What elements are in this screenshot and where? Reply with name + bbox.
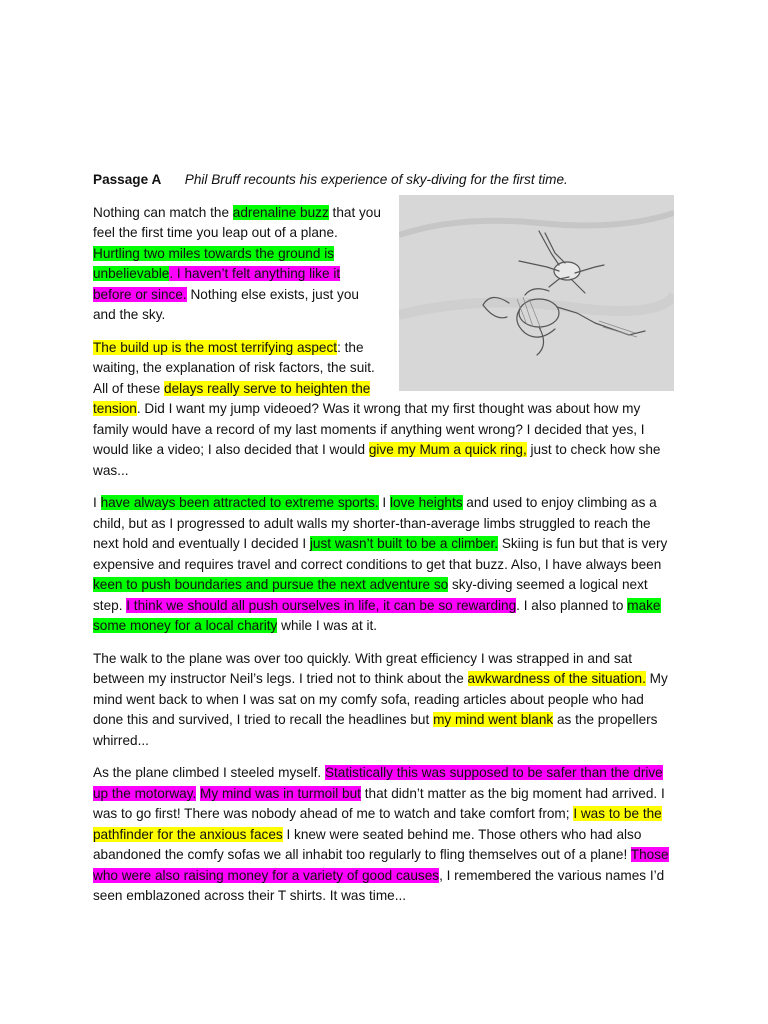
yellow-highlight: my mind went blank bbox=[433, 712, 554, 727]
yellow-highlight: awkwardness of the situation. bbox=[467, 671, 646, 686]
text-run: The walk to the plane was over too quickly. With great efficiency I was strapped in and sat between my instructor Neil’s legs. I tried not to think about the bbox=[93, 650, 632, 686]
yellow-highlight: The build up is the most terrifying aspect bbox=[93, 339, 338, 355]
green-highlight: have always been attracted to extreme sports. bbox=[100, 495, 379, 510]
paragraph-3 bbox=[93, 493, 673, 637]
passage-label: Passage A bbox=[93, 172, 162, 187]
text-run: My mind went back to when I was sat on my comfy sofa, reading articles about people who had done this and survived, I tried to recall the headlines but bbox=[93, 671, 668, 727]
green-highlight: adrenaline buzz bbox=[232, 204, 329, 220]
green-highlight: Hurtling two miles towards the ground is unbelievable bbox=[93, 245, 335, 281]
skydiver-sketch-icon bbox=[399, 195, 674, 391]
skydiver-illustration bbox=[399, 195, 674, 391]
pink-highlight: My mind was in turmoil but bbox=[200, 785, 361, 801]
green-highlight: just wasn’t built to be a climber. bbox=[309, 536, 499, 551]
pink-highlight: I think we should all push ourselves in life, it can be so rewarding bbox=[126, 597, 517, 613]
paragraph-4 bbox=[93, 649, 673, 752]
green-highlight: love heights bbox=[389, 495, 463, 510]
text-run: . Did I want my jump videoed? Was it wrong that my first thought was about how my family would have a record of my last moments if anything went wrong? I decided that yes, I would like a video; I also decided that I would bbox=[93, 401, 645, 457]
green-highlight: keen to push boundaries and pursue the next adventure so bbox=[93, 577, 449, 592]
text-run: As the plane climbed I steeled myself. bbox=[93, 765, 325, 780]
text-run: while I was at it. bbox=[277, 618, 378, 633]
pink-highlight: Those who were also raising money for a variety of good causes bbox=[93, 847, 669, 883]
text-run: I bbox=[93, 495, 101, 510]
passage-body bbox=[93, 203, 673, 907]
text-run: that didn’t matter as the big moment had arrived. I was to go first! There was nobody ahead of me to watch and take comfort from; bbox=[93, 785, 665, 821]
pink-highlight: . I haven’t felt anything like it before or since. bbox=[93, 266, 341, 302]
paragraph-1 bbox=[93, 203, 673, 326]
text-run: just to check how she was... bbox=[93, 442, 661, 478]
text-run: : the waiting, the explanation of risk factors, the suit. All of these bbox=[93, 339, 375, 396]
text-run: I knew were seated behind me. Those others who had also abandoned the comfy sofas we all inhabit too regularly to fling themselves out of a plane! bbox=[93, 826, 642, 862]
text-run: Nothing can match the bbox=[93, 204, 233, 220]
text-run: sky-diving seemed a logical next step. bbox=[93, 577, 648, 613]
text-run: I bbox=[378, 495, 390, 510]
passage-page bbox=[93, 170, 673, 919]
text-run: and used to enjoy climbing as a child, but as I progressed to adult walls my shorter-than-average limbs struggled to reach the next hold and eventually I decided I bbox=[93, 495, 657, 551]
yellow-highlight: delays really serve to heighten the tension bbox=[93, 380, 371, 416]
text-run: , I remembered the various names I’d seen emblazoned across their T shirts. It was time... bbox=[93, 867, 665, 903]
paragraph-5 bbox=[93, 763, 673, 907]
text-run: . I also planned to bbox=[516, 597, 628, 613]
yellow-highlight: I was to be the pathfinder for the anxious faces bbox=[93, 806, 662, 842]
pink-highlight: Statistically this was supposed to be safer than the drive up the motorway. bbox=[93, 765, 663, 801]
text-run: as the propellers whirred... bbox=[93, 712, 658, 748]
text-run: Nothing else exists, just you and the sky. bbox=[93, 286, 359, 322]
text-run: Skiing is fun but that is very expensive and requires travel and correct conditions to get that buzz. Also, I have always been bbox=[93, 536, 668, 572]
yellow-highlight: give my Mum a quick ring, bbox=[368, 442, 527, 457]
passage-subtitle: Phil Bruff recounts his experience of sky-diving for the first time. bbox=[184, 172, 568, 187]
green-highlight: make some money for a local charity bbox=[93, 597, 661, 633]
passage-heading bbox=[93, 170, 673, 191]
text-run: that you feel the first time you leap out of a plane. bbox=[93, 204, 381, 240]
